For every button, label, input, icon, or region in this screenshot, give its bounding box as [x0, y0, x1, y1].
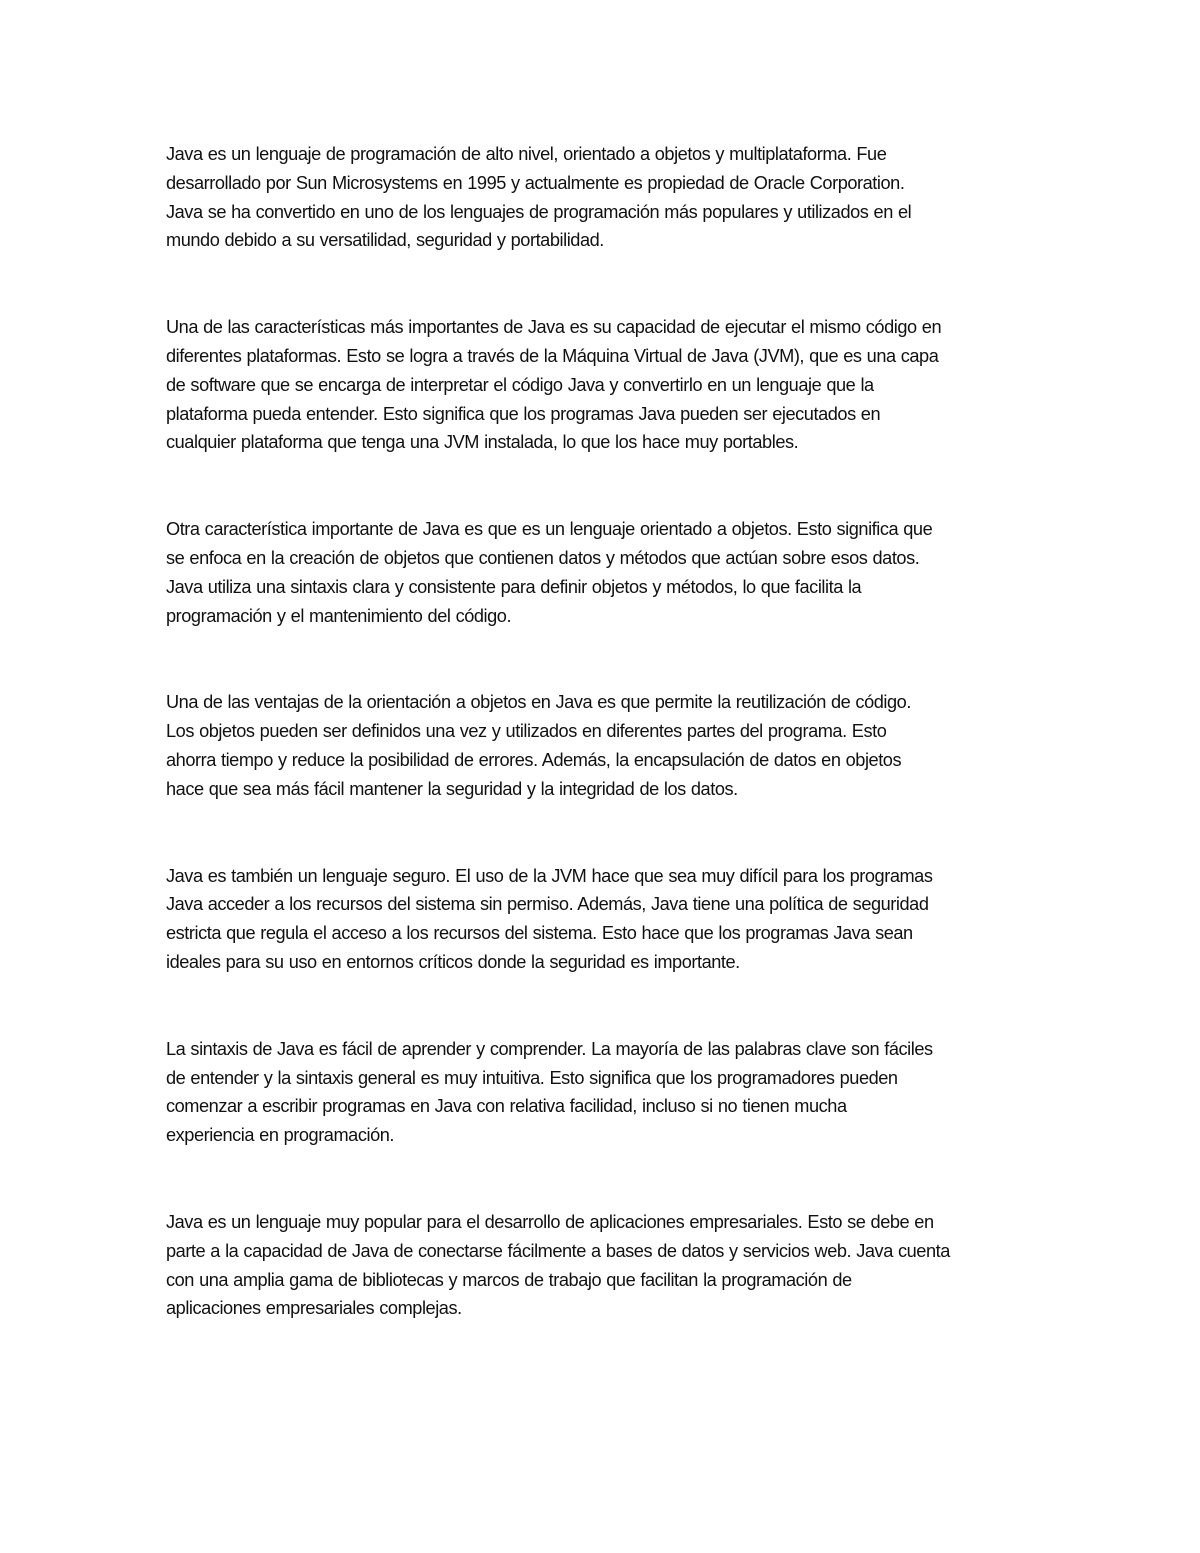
text-line: Java es un lenguaje de programación de alto nivel, orientado a objetos y multiplataforma. Fue	[166, 144, 887, 164]
paragraph-syntax	[166, 1035, 1046, 1150]
text-line: aplicaciones empresariales complejas.	[166, 1298, 462, 1319]
text-line: estricta que regula el acceso a los recursos del sistema. Esto hace que los programas Java sean	[166, 923, 913, 944]
text-line: plataforma pueda entender. Esto significa que los programas Java pueden ser ejecutados en	[166, 403, 881, 424]
text-line: con una amplia gama de bibliotecas y marcos de trabajo que facilitan la programación de	[166, 1269, 852, 1290]
text-line: Java es un lenguaje muy popular para el desarrollo de aplicaciones empresariales. Esto se debe en	[166, 1211, 934, 1232]
text-line: Los objetos pueden ser definidos una vez y utilizados en diferentes partes del programa. Esto	[166, 721, 887, 742]
paragraph-enterprise	[166, 1208, 1046, 1323]
text-line: mundo debido a su versatilidad, seguridad y portabilidad.	[166, 230, 604, 251]
text-line: programación y el mantenimiento del código.	[166, 605, 512, 626]
text-line: experiencia en programación.	[166, 1125, 395, 1146]
paragraph-security	[166, 862, 1046, 977]
text-line: ahorra tiempo y reduce la posibilidad de errores. Además, la encapsulación de datos en objetos	[166, 749, 902, 770]
paragraph-java-intro	[166, 140, 1046, 255]
text-line: Java acceder a los recursos del sistema sin permiso. Además, Java tiene una política de seguridad	[166, 894, 929, 915]
text-line: ideales para su uso en entornos críticos donde la seguridad es importante.	[166, 951, 740, 972]
text-line: Java se ha convertido en uno de los lenguajes de programación más populares y utilizados en el	[166, 201, 912, 222]
paragraph-code-reuse	[166, 688, 1046, 803]
paragraph-object-oriented	[166, 515, 1046, 630]
text-line: comenzar a escribir programas en Java con relativa facilidad, incluso si no tienen mucha	[166, 1096, 847, 1117]
text-line: diferentes plataformas. Esto se logra a través de la Máquina Virtual de Java (JVM), que es una capa	[166, 345, 939, 366]
text-line: desarrollado por Sun Microsystems en 1995 y actualmente es propiedad de Oracle Corporation.	[166, 172, 905, 193]
text-line: de software que se encarga de interpretar el código Java y convertirlo en un lenguaje que la	[166, 374, 874, 395]
text-line: hace que sea más fácil mantener la seguridad y la integridad de los datos.	[166, 778, 738, 799]
text-line: La sintaxis de Java es fácil de aprender y comprender. La mayoría de las palabras clave son fáciles	[166, 1038, 933, 1059]
text-line: Java utiliza una sintaxis clara y consistente para definir objetos y métodos, lo que facilita la	[166, 576, 862, 597]
paragraph-portability-jvm	[166, 313, 1046, 457]
text-line: Otra característica importante de Java es que es un lenguaje orientado a objetos. Esto significa que	[166, 519, 933, 540]
text-line: se enfoca en la creación de objetos que contienen datos y métodos que actúan sobre esos datos.	[166, 547, 920, 568]
text-line: Una de las ventajas de la orientación a objetos en Java es que permite la reutilización de código.	[166, 692, 911, 713]
text-line: cualquier plataforma que tenga una JVM instalada, lo que los hace muy portables.	[166, 432, 799, 453]
document-body	[166, 140, 1046, 1323]
text-line: Java es también un lenguaje seguro. El uso de la JVM hace que sea muy difícil para los programas	[166, 865, 933, 886]
text-line: Una de las características más importantes de Java es su capacidad de ejecutar el mismo código en	[166, 317, 942, 338]
text-line: parte a la capacidad de Java de conectarse fácilmente a bases de datos y servicios web. Java cuenta	[166, 1240, 950, 1261]
text-line: de entender y la sintaxis general es muy intuitiva. Esto significa que los programadores pueden	[166, 1067, 898, 1088]
